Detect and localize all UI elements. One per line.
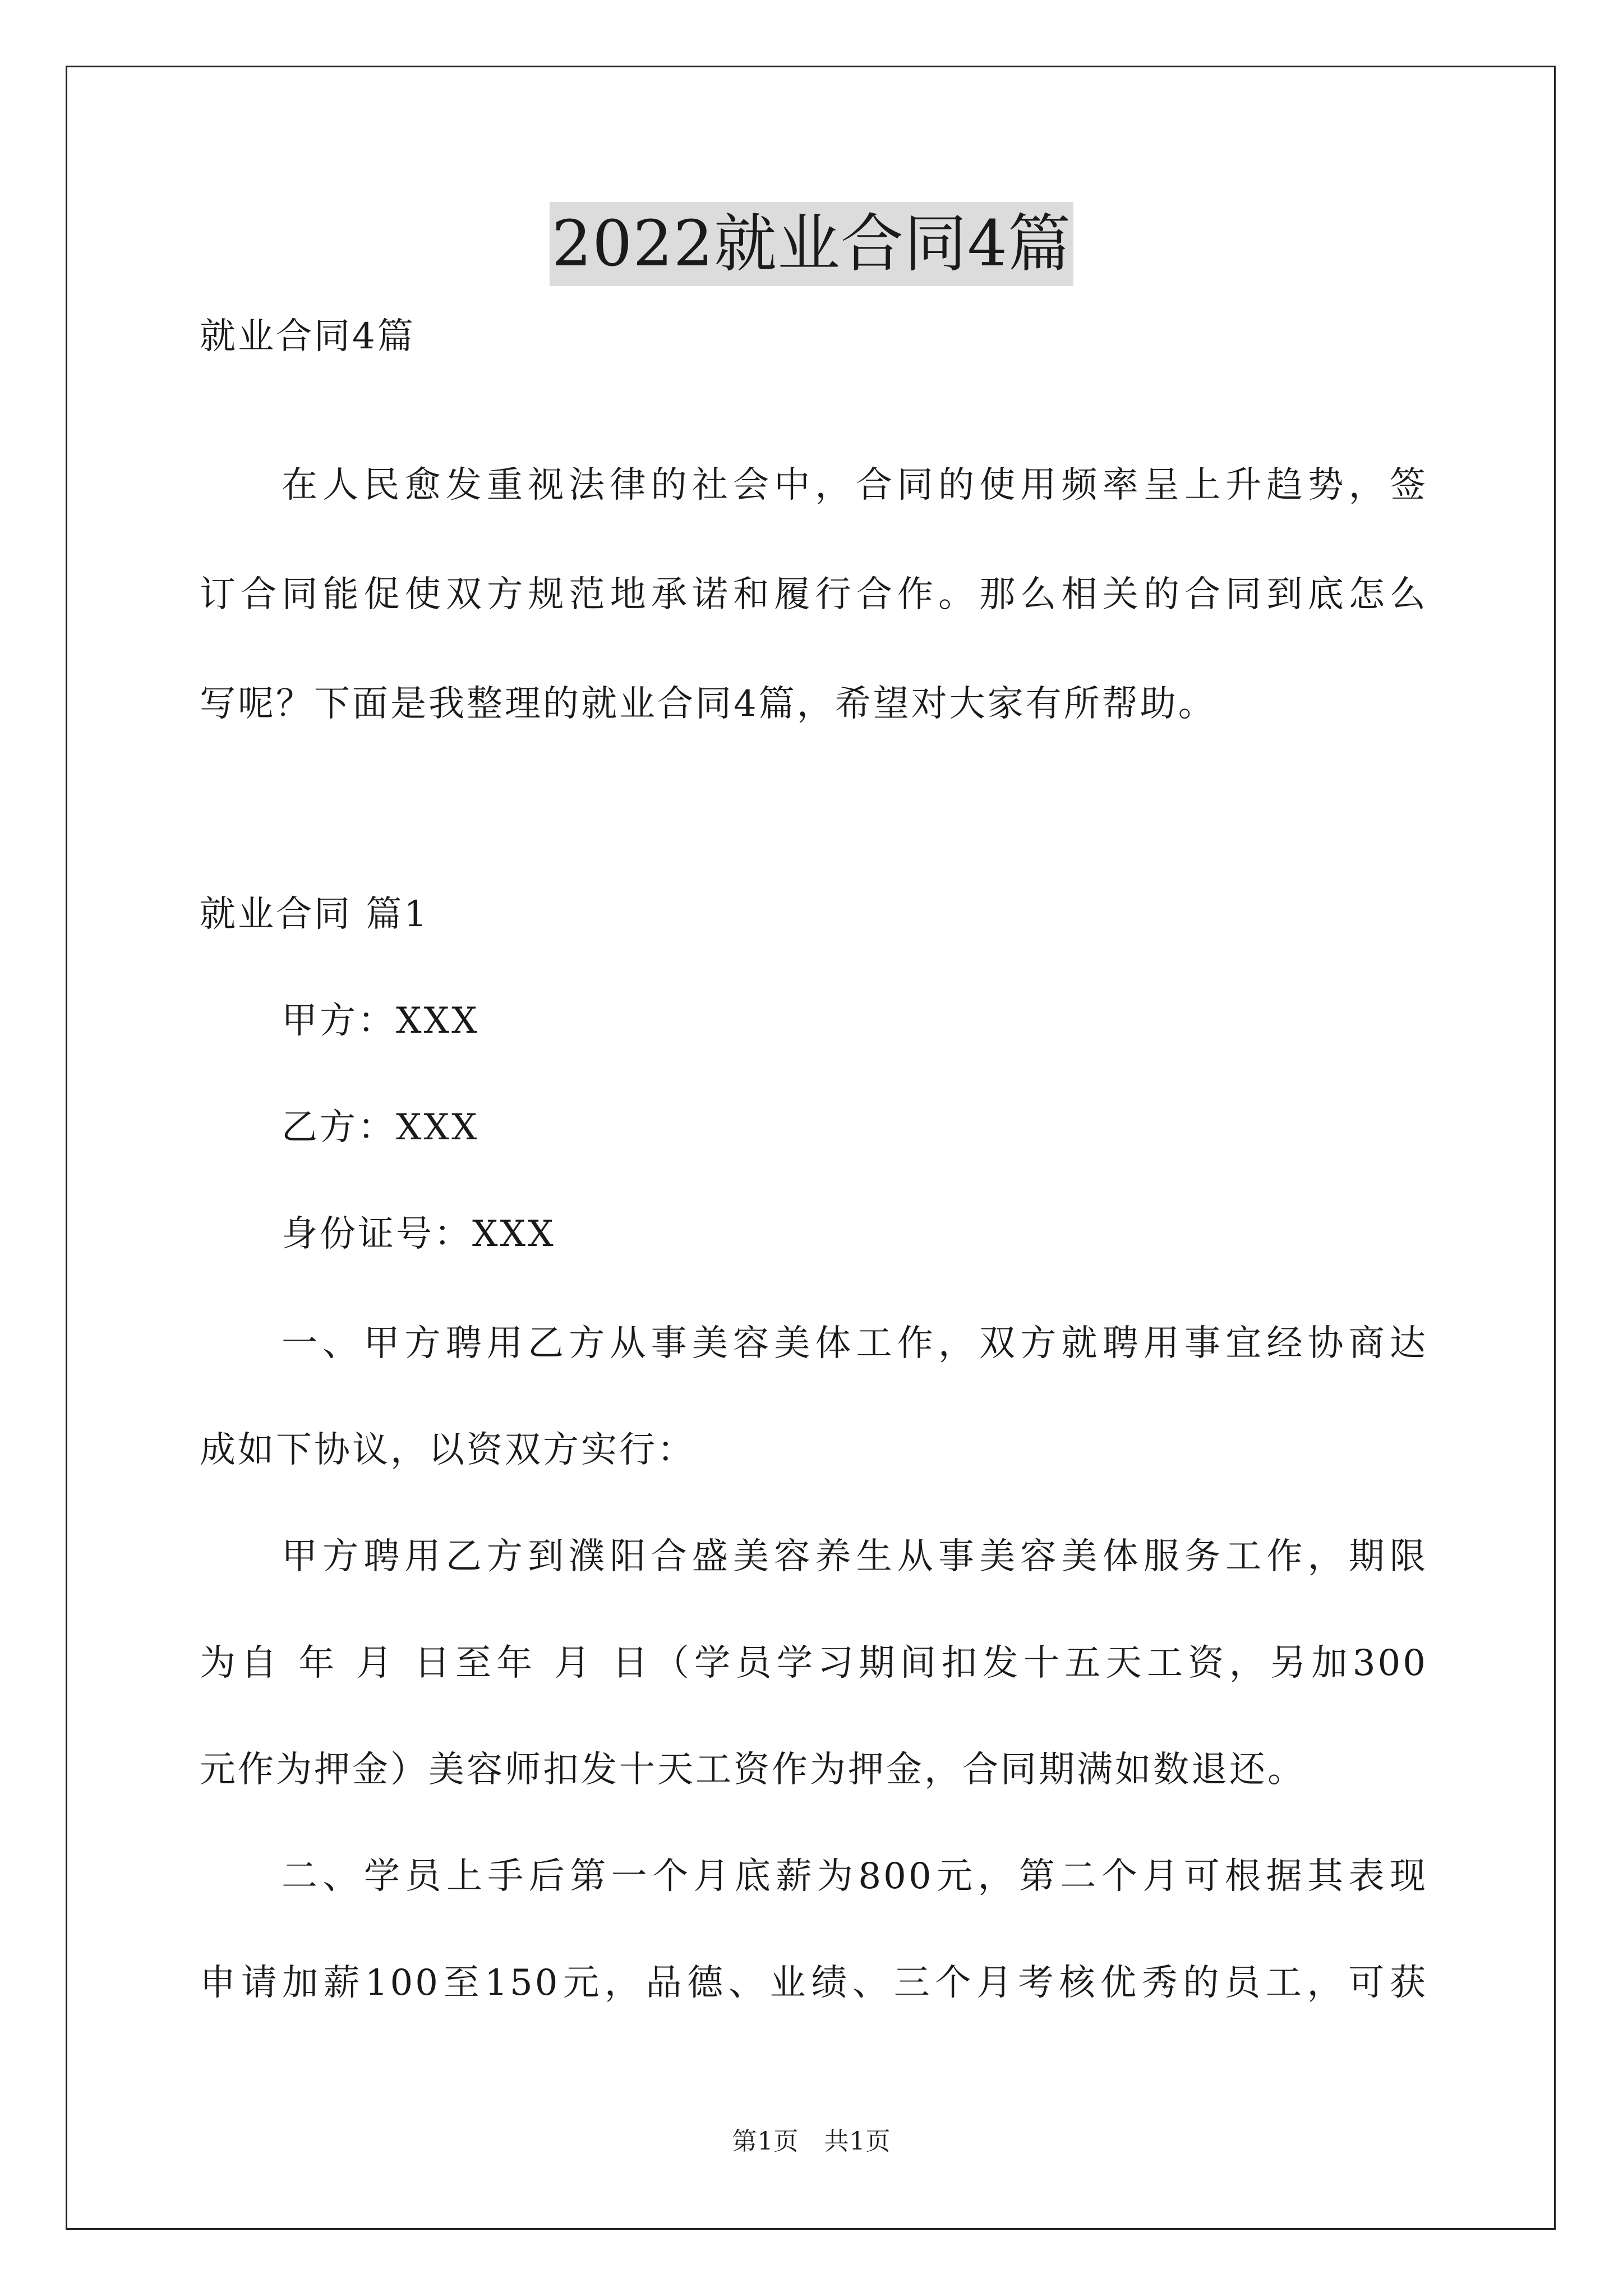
para2-line-2: 为自 年 月 日至年 月 日（学员学习期间扣发十五天工资，另加300 bbox=[200, 1642, 1428, 1684]
document-title: 2022就业合同4篇 bbox=[550, 202, 1073, 286]
clause2-line-2: 申请加薪100至150元，品德、业绩、三个月考核优秀的员工，可获 bbox=[200, 1962, 1428, 2004]
subtitle: 就业合同4篇 bbox=[200, 316, 416, 357]
title-container bbox=[0, 202, 1623, 286]
section-heading: 就业合同 篇1 bbox=[200, 894, 430, 935]
clause2-line-1: 二、学员上手后第一个月底薪为800元，第二个月可根据其表现 bbox=[282, 1856, 1428, 1897]
para2-line-1: 甲方聘用乙方到濮阳合盛美容养生从事美容美体服务工作，期限 bbox=[282, 1536, 1428, 1577]
para2-line-3: 元作为押金）美容师扣发十天工资作为押金，合同期满如数退还。 bbox=[200, 1749, 1306, 1791]
party-a: 甲方：XXX bbox=[282, 1000, 479, 1042]
intro-line-2: 订合同能促使双方规范地承诺和履行合作。那么相关的合同到底怎么 bbox=[200, 574, 1428, 615]
intro-line-3: 写呢？下面是我整理的就业合同4篇，希望对大家有所帮助。 bbox=[200, 683, 1216, 725]
party-b: 乙方：XXX bbox=[282, 1107, 479, 1148]
page-footer: 第1页 共1页 bbox=[732, 2127, 891, 2156]
intro-line-1: 在人民愈发重视法律的社会中，合同的使用频率呈上升趋势，签 bbox=[282, 464, 1428, 506]
id-number: 身份证号：XXX bbox=[282, 1213, 556, 1255]
clause1-line-1: 一、甲方聘用乙方从事美容美体工作，双方就聘用事宜经协商达 bbox=[282, 1323, 1428, 1364]
clause1-line-2: 成如下协议，以资双方实行： bbox=[200, 1429, 695, 1471]
